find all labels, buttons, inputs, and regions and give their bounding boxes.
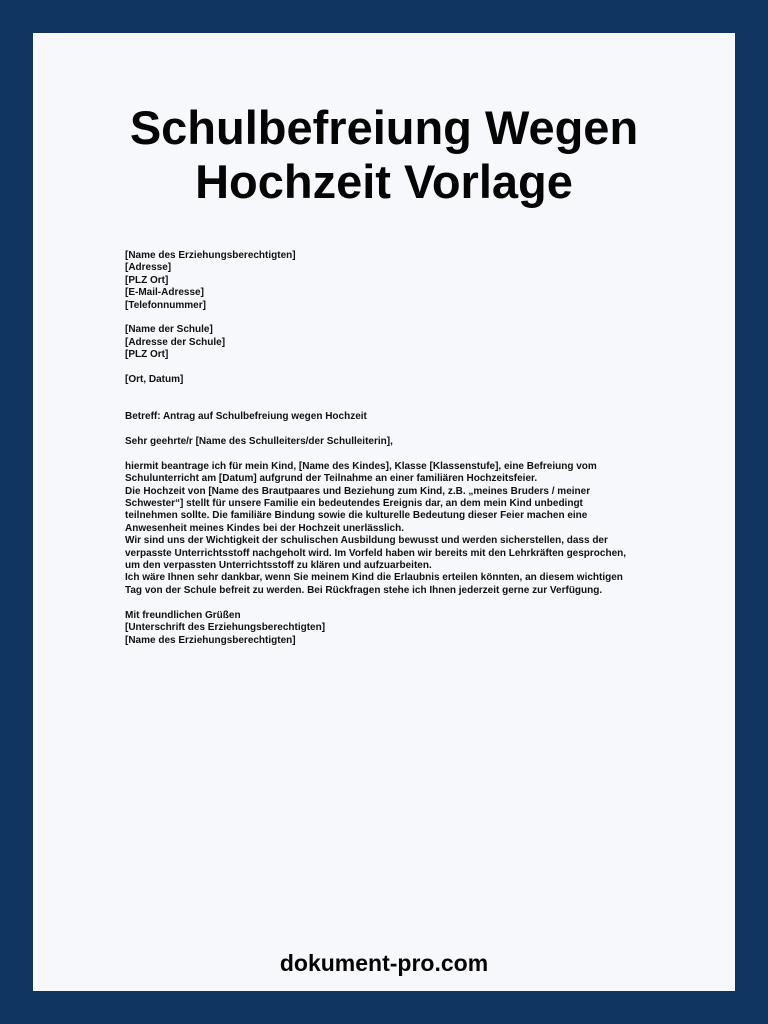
place-date: [Ort, Datum] <box>125 374 184 386</box>
recipient-name: [Name der Schule] <box>125 324 213 336</box>
document-page <box>33 33 735 991</box>
body-line: Wir sind uns der Wichtigkeit der schulischen Ausbildung bewusst und werden sicherstellen, dass der <box>125 535 608 547</box>
body-line: Ich wäre Ihnen sehr dankbar, wenn Sie meinem Kind die Erlaubnis erteilen könnten, an diesem wichtigen <box>125 572 623 584</box>
body-line: teilnehmen sollte. Die familiäre Bindung sowie die kulturelle Bedeutung dieser Feier machen eine <box>125 510 588 522</box>
body-line: Schulunterricht am [Datum] aufgrund der Teilnahme an einer familiären Hochzeitsfeier. <box>125 473 538 485</box>
closing-signature: [Unterschrift des Erziehungsberechtigten] <box>125 622 326 634</box>
recipient-block <box>125 324 665 361</box>
closing-block <box>125 610 665 647</box>
body-line: Die Hochzeit von [Name des Brautpaares und Beziehung zum Kind, z.B. „meines Bruders / meiner <box>125 485 591 497</box>
title-line-2: Hochzeit Vorlage <box>195 155 573 208</box>
sender-email: [E-Mail-Adresse] <box>125 287 204 299</box>
body-line: verpasste Unterrichtsstoff nachgeholt wird. Im Vorfeld haben wir bereits mit den Lehrkräften gesprochen, <box>125 547 627 559</box>
closing-name: [Name des Erziehungsberechtigten] <box>125 634 296 646</box>
recipient-address: [Adresse der Schule] <box>125 336 226 348</box>
letter-body <box>125 250 665 647</box>
body-line: Tag von der Schule befreit zu werden. Bei Rückfragen stehe ich Ihnen jederzeit gerne zur Verfügung. <box>125 584 603 596</box>
body-line: um den verpassten Unterrichtsstoff zu klären und aufzuarbeiten. <box>125 560 432 572</box>
body-line: hiermit beantrage ich für mein Kind, [Name des Kindes], Klasse [Klassenstufe], eine Befreiung vom <box>125 460 597 472</box>
footer-website: dokument-pro.com <box>279 950 489 976</box>
body-line: Anwesenheit meines Kindes bei der Hochzeit unerlässlich. <box>125 522 404 534</box>
document-title <box>33 101 735 209</box>
body-line: Schwester“] stellt für unsere Familie ein bedeutendes Ereignis dar, an dem mein Kind unbedingt <box>125 498 583 510</box>
sender-block <box>125 250 665 312</box>
salutation: Sehr geehrte/r [Name des Schulleiters/der Schulleiterin], <box>125 436 393 448</box>
body-paragraphs <box>125 461 665 597</box>
sender-address: [Adresse] <box>125 262 172 274</box>
sender-phone: [Telefonnummer] <box>125 299 206 311</box>
subject-line: Betreff: Antrag auf Schulbefreiung wegen Hochzeit <box>125 411 367 423</box>
closing-greeting: Mit freundlichen Grüßen <box>125 609 241 621</box>
title-line-1: Schulbefreiung Wegen <box>129 101 639 154</box>
recipient-city: [PLZ Ort] <box>125 349 169 361</box>
sender-name: [Name des Erziehungsberechtigten] <box>125 250 296 261</box>
sender-city: [PLZ Ort] <box>125 274 169 286</box>
